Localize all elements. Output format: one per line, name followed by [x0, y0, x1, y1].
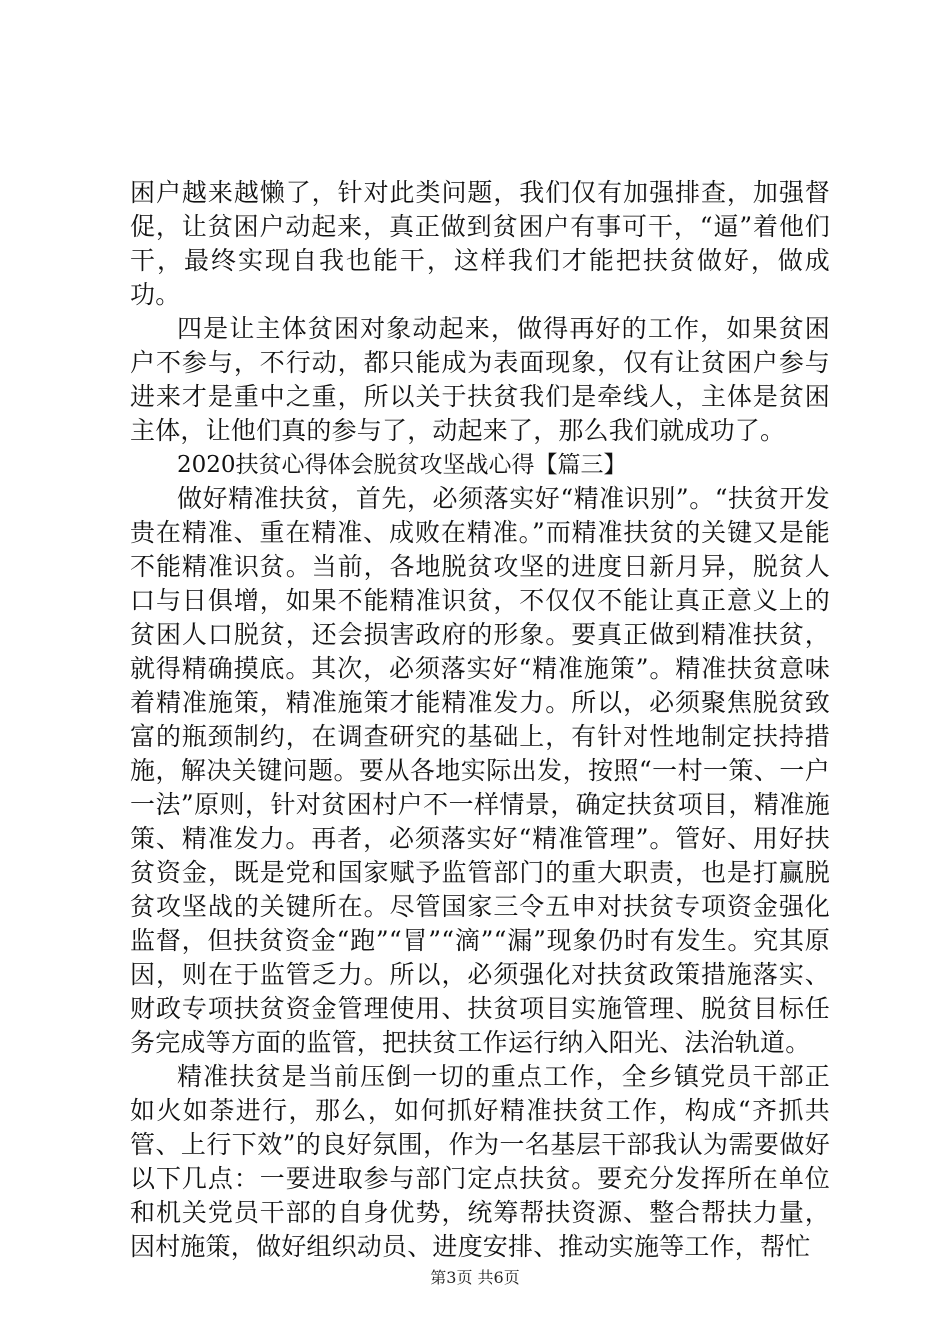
section-heading: 2020扶贫心得体会脱贫攻坚战心得【篇三】 [177, 452, 627, 478]
paragraph-2: 四是让主体贫困对象动起来，做得再好的工作，如果贫困户不参与，不行动，都只能成为表面现象，仅有让贫困户参与进来才是重中之重，所以关于扶贫我们是牵线人，主体是贫困主体，让他们真的参与了，动起来了，那么我们就成功了。 [130, 314, 830, 445]
document-body [130, 176, 830, 1264]
paragraph-1: 困户越来越懒了，针对此类问题，我们仅有加强排查，加强督促，让贫困户动起来，真正做到贫困户有事可干，“逼”着他们干，最终实现自我也能干，这样我们才能把扶贫做好，做成功。 [130, 178, 830, 309]
page-footer: 第3页 共6页 [430, 1268, 520, 1287]
paragraph-4: 精准扶贫是当前压倒一切的重点工作，全乡镇党员干部正如火如荼进行，那么，如何抓好精准扶贫工作，构成“齐抓共管、上行下效”的良好氛围，作为一名基层干部我认为需要做好以下几点：一要进取参与部门定点扶贫。要充分发挥所在单位和机关党员干部的自身优势，统筹帮扶资源、整合帮扶力量，因村施策，做好组织动员、进度安排、推动实施等工作，帮忙 [130, 1062, 830, 1261]
paragraph-3: 做好精准扶贫，首先，必须落实好“精准识别”。“扶贫开发贵在精准、重在精准、成败在精准。”而精准扶贫的关键又是能不能精准识贫。当前，各地脱贫攻坚的进度日新月异，脱贫人口与日俱增，如果不能精准识贫，不仅仅不能让真正意义上的贫困人口脱贫，还会损害政府的形象。要真正做到精准扶贫，就得精确摸底。其次，必须落实好“精准施策”。精准扶贫意味着精准施策，精准施策才能精准发力。所以，必须聚焦脱贫致富的瓶颈制约，在调查研究的基础上，有针对性地制定扶持措施，解决关键问题。要从各地实际出发，按照“一村一策、一户一法”原则，针对贫困村户不一样情景，确定扶贫项目，精准施策、精准发力。再者，必须落实好“精准管理”。管好、用好扶贫资金，既是党和国家赋予监管部门的重大职责，也是打赢脱贫攻坚战的关键所在。尽管国家三令五申对扶贫专项资金强化监督，但扶贫资金“跑”“冒”“滴”“漏”现象仍时有发生。究其原因，则在于监管乏力。所以，必须强化对扶贫政策措施落实、财政专项扶贫资金管理使用、扶贫项目实施管理、脱贫目标任务完成等方面的监管，把扶贫工作运行纳入阳光、法治轨道。 [130, 484, 830, 1057]
